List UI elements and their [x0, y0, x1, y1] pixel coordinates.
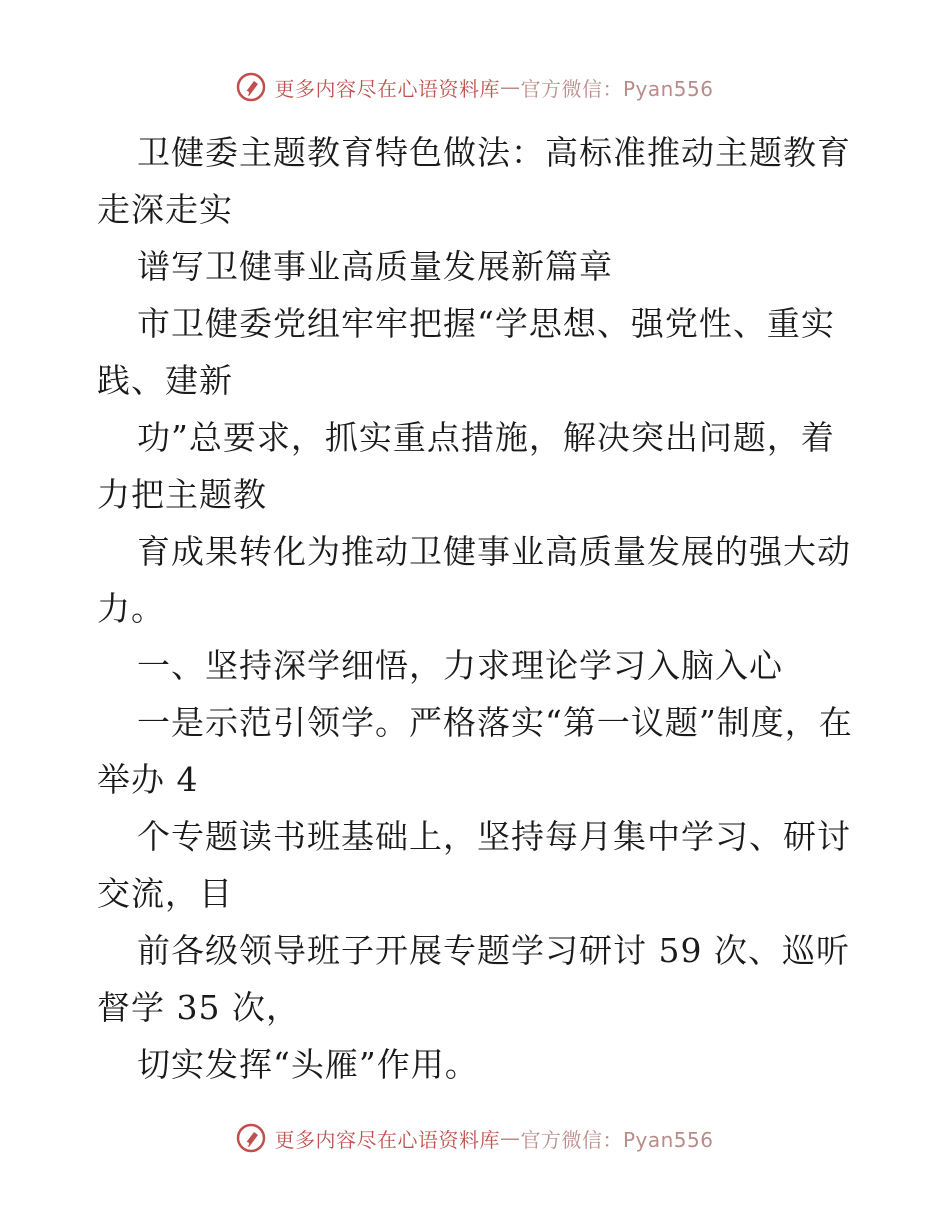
- banner-suffix-text: 官方微信：Pyan556: [520, 76, 714, 101]
- section-heading: 一、坚持深学细悟，力求理论学习入脑入心: [137, 646, 783, 685]
- body-paragraph: 切实发挥“头雁”作用。: [137, 1045, 479, 1084]
- footer-watermark-banner: [0, 1123, 950, 1153]
- banner-dash: —: [499, 75, 521, 99]
- document-body: [97, 124, 857, 1093]
- banner-dash: —: [499, 1126, 521, 1150]
- header-watermark-banner: [0, 72, 950, 102]
- banner-main-text: 更多内容尽在心语资料库: [274, 1127, 500, 1152]
- document-title: 卫健委主题教育特色做法：高标准推动主题教育走深走实: [97, 133, 851, 229]
- pen-nib-logo-icon: [236, 72, 266, 102]
- body-paragraph: 前各级领导班子开展专题学习研讨 59 次、巡听督学 35 次，: [97, 931, 850, 1027]
- body-paragraph: 市卫健委党组牢牢把握“学思想、强党性、重实践、建新: [97, 304, 835, 400]
- banner-suffix-text: 官方微信：Pyan556: [520, 1127, 714, 1152]
- body-paragraph: 个专题读书班基础上，坚持每月集中学习、研讨交流，目: [97, 817, 851, 913]
- body-paragraph: 一是示范引领学。严格落实“第一议题”制度，在举办 4: [97, 703, 853, 799]
- document-subtitle: 谱写卫健事业高质量发展新篇章: [137, 247, 613, 286]
- pen-nib-logo-icon: [236, 1123, 266, 1153]
- body-paragraph: 育成果转化为推动卫健事业高质量发展的强大动力。: [97, 532, 851, 628]
- banner-main-text: 更多内容尽在心语资料库: [274, 76, 500, 101]
- body-paragraph: 功”总要求，抓实重点措施，解决突出问题，着力把主题教: [97, 418, 835, 514]
